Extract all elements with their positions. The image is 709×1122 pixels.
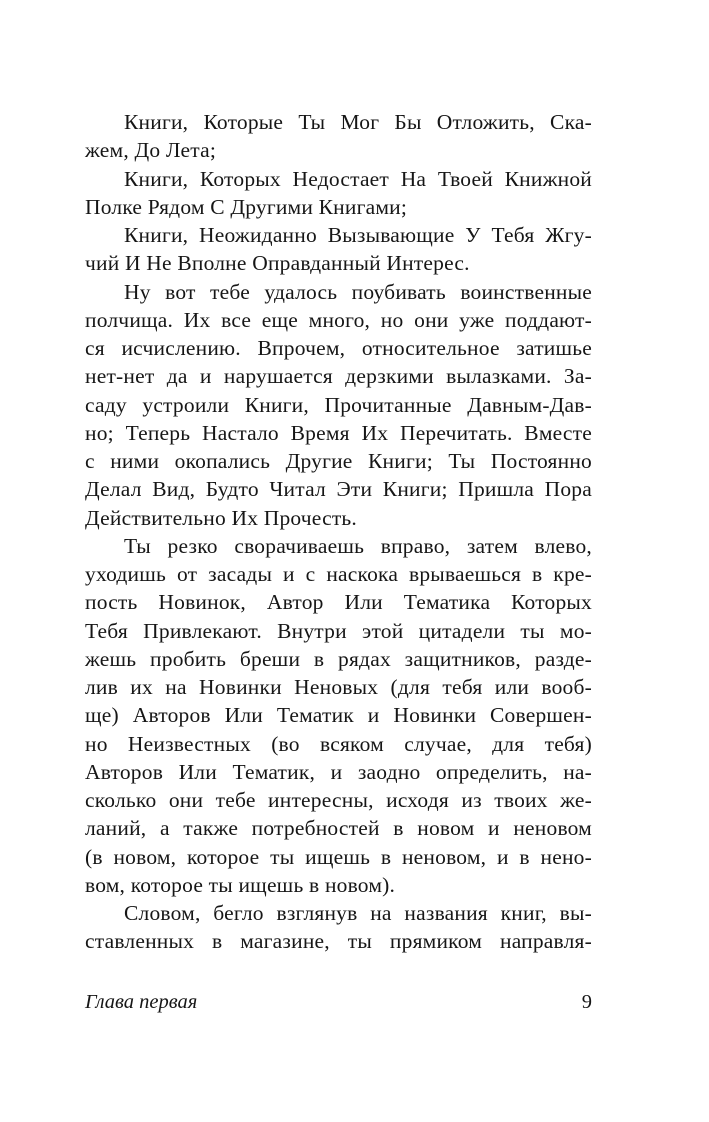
- text-line: с ними окопались Другие Книги; Ты Постоянно: [85, 449, 592, 473]
- paragraph: [85, 278, 592, 532]
- text-line: чий И Не Вполне Оправданный Интерес.: [85, 251, 470, 276]
- paragraph: [85, 899, 592, 956]
- text-line: жем, До Лета;: [85, 138, 217, 163]
- paragraph: [85, 221, 592, 278]
- text-line: полчища. Их все еще много, но они уже поддают-: [85, 307, 592, 332]
- text-line: сколько они тебе интересны, исходя из твоих же-: [85, 788, 592, 812]
- text-line: Делал Вид, Будто Читал Эти Книги; Пришла Пора: [85, 477, 592, 502]
- text-line: вом, которое ты ищешь в новом).: [85, 872, 396, 897]
- paragraph: [85, 165, 592, 222]
- text-line: Ну вот тебе удалось поубивать воинственные: [124, 279, 592, 304]
- text-line: Книги, Которых Недостает На Твоей Книжной: [124, 166, 592, 191]
- text-line: саду устроили Книги, Прочитанные Давным-Дав-: [85, 392, 592, 417]
- text-line: Тебя Привлекают. Внутри этой цитадели ты мо-: [85, 618, 592, 643]
- paragraph: [85, 532, 592, 899]
- running-chapter-title: Глава первая: [85, 991, 198, 1013]
- text-line: Авторов Или Тематик, и заодно определить, на-: [85, 759, 592, 784]
- text-line: лив их на Новинки Неновых (для тебя или вооб-: [85, 675, 592, 699]
- text-line: жешь пробить бреши в рядах защитников, разде-: [85, 646, 592, 671]
- text-line: но Неизвестных (во всяком случае, для тебя): [85, 731, 592, 756]
- text-line: уходишь от засады и с наскока врываешься в кре-: [85, 562, 592, 586]
- text-line: ся исчислению. Впрочем, относительное затишье: [85, 336, 592, 360]
- text-line: Словом, бегло взглянув на названия книг, вы-: [124, 901, 592, 925]
- page-number: 9: [581, 991, 592, 1013]
- text-line: ставленных в магазине, ты прямиком направля-: [85, 929, 592, 954]
- text-line: ланий, а также потребностей в новом и неновом: [85, 816, 592, 841]
- text-line: (в новом, которое ты ищешь в неновом, и в нено-: [85, 844, 592, 869]
- paragraph: [85, 108, 592, 165]
- text-line: но; Теперь Настало Время Их Перечитать. Вместе: [85, 420, 592, 445]
- text-line: Действительно Их Прочесть.: [85, 505, 358, 530]
- text-line: пость Новинок, Автор Или Тематика Которых: [85, 590, 592, 615]
- page-footer: [85, 989, 592, 1015]
- text-line: Полке Рядом С Другими Книгами;: [85, 194, 408, 219]
- text-line: Книги, Которые Ты Мог Бы Отложить, Ска-: [124, 110, 592, 134]
- text-line: Книги, Неожиданно Вызывающие У Тебя Жгу-: [124, 223, 592, 247]
- text-line: ще) Авторов Или Тематик и Новинки Совершен-: [85, 703, 592, 728]
- body-text: [85, 108, 592, 956]
- text-line: Ты резко сворачиваешь вправо, затем влево,: [124, 533, 592, 558]
- text-line: нет-нет да и нарушается дерзкими вылазками. За-: [85, 364, 592, 389]
